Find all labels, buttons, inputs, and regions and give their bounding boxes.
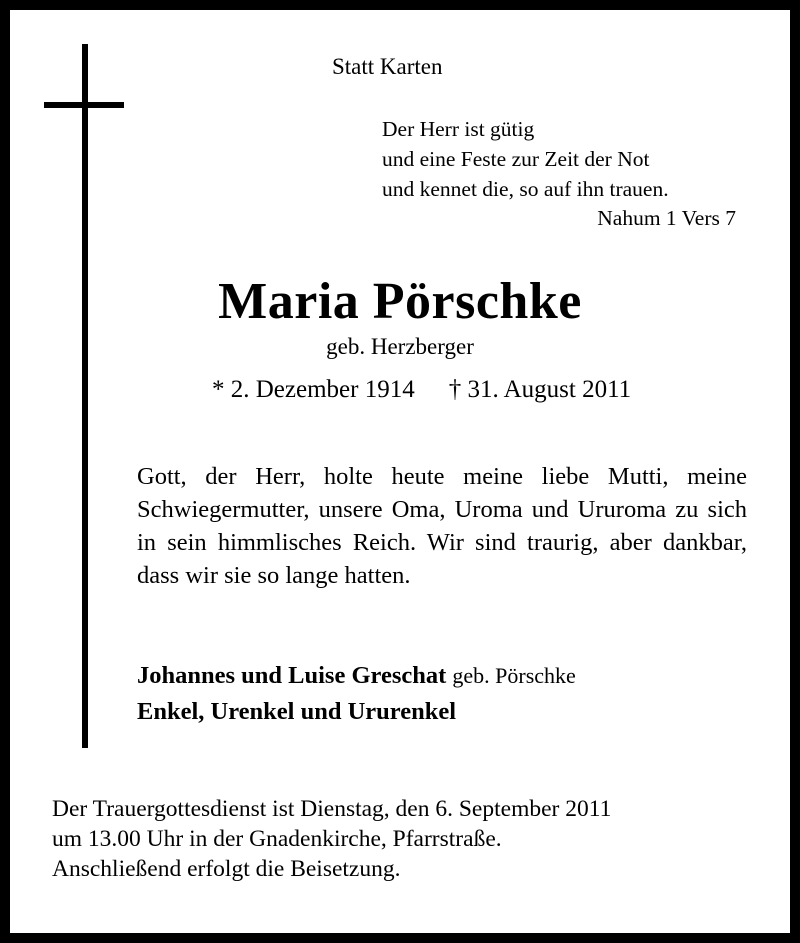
deceased-name: Maria Pörschke [218,273,582,330]
obituary-notice [10,10,790,933]
mourners [137,658,576,730]
message-line: Schwiegermutter, unsere Oma, Uroma und Ururoma [137,496,667,523]
message-line: aber dankbar, dass wir sie so lange hatten. [137,529,747,589]
verse-reference: Nahum 1 Vers 7 [597,206,736,230]
life-dates [212,376,631,404]
obituary-message [137,460,747,592]
birth-date: * 2. Dezember 1914 [212,376,415,403]
service-line: Der Trauergottesdienst ist Dienstag, den 6. September 2011 [52,796,612,822]
mourners-line-2: Enkel, Urenkel und Ururenkel [137,698,457,725]
verse-line: und eine Feste zur Zeit der Not [382,147,650,171]
maiden-name: geb. Herzberger [326,334,474,359]
service-line: um 13.00 Uhr in der Gnadenkirche, Pfarrstraße. [52,826,502,852]
bible-verse [382,114,669,204]
service-line: Anschließend erfolgt die Beisetzung. [52,856,401,882]
message-line: Gott, der Herr, holte heute meine liebe Mutti, meine [137,463,747,490]
mourners-line-1 [137,658,576,694]
verse-line: Der Herr ist gütig [382,117,535,141]
death-date: † 31. August 2011 [448,376,632,403]
funeral-service-info [52,794,611,884]
header-text: Statt Karten [332,54,443,79]
mourners-maiden-note: geb. Pörschke [452,663,576,688]
message-line: zu sich in sein himmlisches Reich. Wir sind traurig, [137,496,747,556]
mourners-names: Johannes und Luise Greschat [137,662,447,689]
cross-horizontal-bar [44,102,124,108]
cross-vertical-bar [82,44,88,748]
verse-line: und kennet die, so auf ihn trauen. [382,177,669,201]
